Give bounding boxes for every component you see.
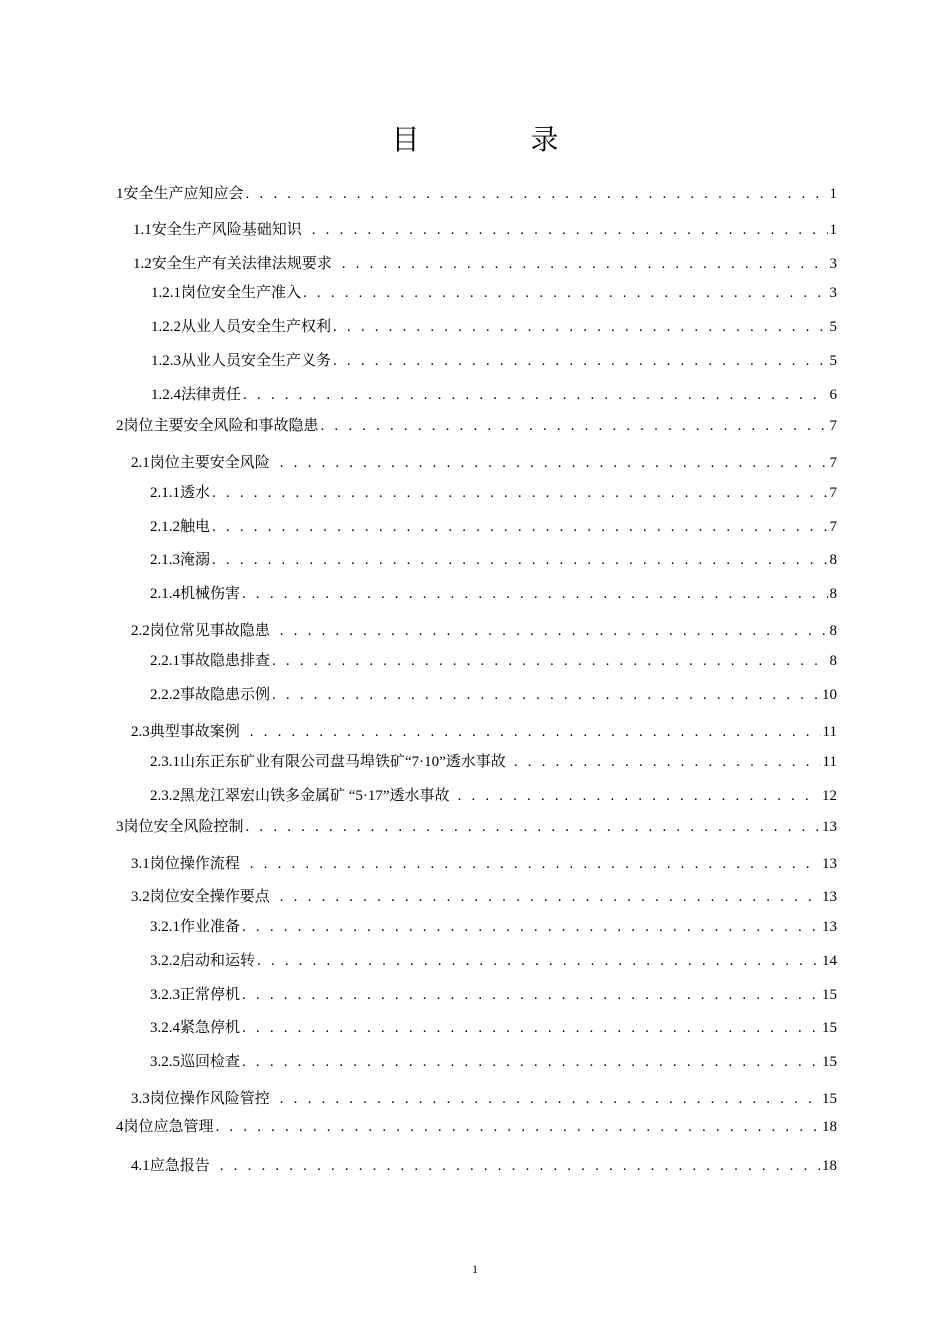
toc-entry-3-3[interactable]	[131, 1089, 837, 1109]
toc-entry-2-3[interactable]	[131, 722, 837, 742]
toc-entry-page: 3	[829, 285, 837, 301]
toc-dot-leader	[242, 985, 820, 1005]
toc-dot-leader	[272, 685, 820, 705]
toc-dot-leader	[242, 917, 820, 937]
toc-entry-page: 15	[822, 987, 837, 1003]
toc-entry-1-2-4[interactable]	[151, 385, 837, 405]
toc-entry-1-2[interactable]	[133, 254, 837, 274]
toc-entry-2-2[interactable]	[131, 621, 837, 641]
toc-entry-text: 启动和运转	[180, 953, 256, 969]
toc-entry-3[interactable]	[116, 817, 837, 837]
toc-entry-page: 8	[829, 653, 837, 669]
toc-dot-leader	[242, 1052, 820, 1072]
toc-entry-number: 1.2.2	[151, 319, 181, 335]
toc-dot-leader	[303, 283, 827, 303]
toc-entry-page: 13	[822, 856, 837, 872]
toc-entry-number: 2.1.1	[150, 485, 180, 501]
toc-entry-page: 10	[822, 687, 837, 703]
toc-entry-text: 淹溺	[180, 552, 211, 568]
toc-entry-text: 典型事故案例	[149, 724, 240, 740]
toc-entry-number: 2.1.3	[150, 552, 180, 568]
toc-dot-leader	[272, 651, 827, 671]
toc-dot-leader	[333, 317, 827, 337]
toc-entry-text: 岗位主要安全风险	[149, 455, 270, 471]
toc-entry-2-1[interactable]	[131, 453, 837, 473]
toc-entry-number: 1.2.4	[151, 387, 181, 403]
toc-entry-text: 正常停机	[180, 987, 241, 1003]
toc-entry-2-3-2[interactable]	[150, 786, 837, 806]
toc-entry-text: 山东正东矿业有限公司盘马埠铁矿“7·10”透水事故	[180, 754, 506, 770]
toc-entry-text: 事故隐患排查	[180, 653, 271, 669]
toc-entry-text: 从业人员安全生产义务	[181, 353, 332, 369]
toc-entry-text: 黑龙江翠宏山铁多金属矿 “5·17”透水事故	[180, 788, 450, 804]
toc-entry-1[interactable]	[116, 184, 837, 204]
toc-entry-number: 3.1	[131, 856, 150, 872]
toc-entry-text: 紧急停机	[180, 1020, 241, 1036]
toc-entry-page: 15	[822, 1091, 837, 1107]
toc-dot-leader	[250, 854, 820, 874]
toc-dot-leader	[242, 584, 827, 604]
toc-title: 目 录	[391, 125, 611, 156]
toc-dot-leader	[321, 416, 828, 436]
toc-entry-text: 作业准备	[180, 919, 241, 935]
toc-entry-page: 15	[822, 1020, 837, 1036]
toc-entry-text: 事故隐患示例	[180, 687, 271, 703]
toc-entry-2-1-4[interactable]	[150, 584, 837, 604]
toc-entry-page: 7	[829, 418, 837, 434]
toc-entry-3-2-5[interactable]	[150, 1052, 837, 1072]
toc-entry-page: 12	[822, 788, 837, 804]
toc-entry-number: 1	[116, 186, 124, 202]
toc-entry-text: 岗位安全生产准入	[181, 285, 302, 301]
toc-dot-leader	[333, 351, 827, 371]
toc-entry-page: 3	[829, 256, 837, 272]
toc-entry-number: 1.2.1	[151, 285, 181, 301]
toc-entry-page: 14	[822, 953, 837, 969]
toc-entry-text: 触电	[180, 519, 211, 535]
toc-dot-leader	[246, 184, 828, 204]
toc-entry-page: 8	[829, 623, 837, 639]
toc-entry-page: 5	[829, 319, 837, 335]
toc-entry-number: 2.1	[131, 455, 150, 471]
toc-entry-number: 2.3.2	[150, 788, 180, 804]
toc-entry-number: 2.1.4	[150, 586, 180, 602]
toc-dot-leader	[243, 385, 827, 405]
toc-entry-number: 1.1	[133, 222, 152, 238]
toc-entry-3-2-1[interactable]	[150, 917, 837, 937]
toc-entry-1-2-1[interactable]	[151, 283, 837, 303]
toc-entry-number: 3	[116, 819, 124, 835]
toc-entry-1-2-2[interactable]	[151, 317, 837, 337]
toc-entry-number: 2.3	[131, 724, 150, 740]
toc-entry-page: 8	[829, 552, 837, 568]
toc-dot-leader	[458, 786, 820, 806]
toc-entry-page: 8	[829, 586, 837, 602]
toc-entry-page: 1	[829, 186, 837, 202]
toc-entry-2-1-1[interactable]	[150, 483, 837, 503]
toc-entry-number: 4	[116, 1119, 124, 1135]
toc-entry-number: 1.2.3	[151, 353, 181, 369]
toc-entry-page: 11	[822, 754, 837, 770]
toc-entry-number: 3.2.1	[150, 919, 180, 935]
toc-entry-page: 7	[829, 455, 837, 471]
toc-entry-page: 1	[829, 222, 837, 238]
toc-entry-2[interactable]	[116, 416, 837, 436]
toc-entry-text: 岗位操作风险管控	[149, 1091, 270, 1107]
toc-entry-3-2-2[interactable]	[150, 951, 837, 971]
toc-entry-number: 2.2.2	[150, 687, 180, 703]
toc-entry-3-1[interactable]	[131, 854, 837, 874]
toc-entry-page: 5	[829, 353, 837, 369]
toc-entry-text: 安全生产风险基础知识	[151, 222, 302, 238]
page-number-footer: 1	[472, 1262, 478, 1276]
toc-dot-leader	[280, 1089, 820, 1109]
toc-entry-4[interactable]	[116, 1117, 837, 1137]
toc-entry-text: 岗位主要安全风险和事故隐患	[123, 418, 319, 434]
toc-dot-leader	[242, 1018, 820, 1038]
toc-dot-leader	[212, 483, 827, 503]
toc-entry-text: 岗位操作流程	[149, 856, 240, 872]
toc-entry-number: 2.1.2	[150, 519, 180, 535]
toc-entry-2-1-2[interactable]	[150, 517, 837, 537]
toc-entry-2-1-3[interactable]	[150, 550, 837, 570]
toc-entry-number: 3.2.5	[150, 1054, 180, 1070]
toc-entry-number: 3.2	[131, 889, 150, 905]
toc-entry-text: 岗位常见事故隐患	[149, 623, 270, 639]
toc-entry-page: 6	[829, 387, 837, 403]
toc-dot-leader	[280, 621, 828, 641]
toc-entry-text: 应急报告	[149, 1158, 210, 1174]
toc-entry-page: 13	[822, 889, 837, 905]
toc-dot-leader	[212, 517, 827, 537]
toc-dot-leader	[514, 752, 821, 772]
toc-entry-text: 岗位应急管理	[123, 1119, 214, 1135]
toc-dot-leader	[216, 1117, 820, 1137]
toc-entry-page: 7	[829, 519, 837, 535]
toc-entry-2-2-2[interactable]	[150, 685, 837, 705]
toc-entry-1-2-3[interactable]	[151, 351, 837, 371]
toc-entry-number: 1.2	[133, 256, 152, 272]
toc-entry-3-2[interactable]	[131, 887, 837, 907]
toc-entry-page: 13	[822, 819, 837, 835]
toc-dot-leader	[280, 453, 828, 473]
toc-entry-number: 4.1	[131, 1158, 150, 1174]
toc-entry-page: 7	[829, 485, 837, 501]
toc-entry-number: 2	[116, 418, 124, 434]
toc-entry-text: 安全生产应知应会	[123, 186, 244, 202]
toc-entry-2-2-1[interactable]	[150, 651, 837, 671]
toc-entry-3-2-3[interactable]	[150, 985, 837, 1005]
toc-dot-leader	[212, 550, 827, 570]
toc-entry-text: 巡回检查	[180, 1054, 241, 1070]
toc-dot-leader	[312, 220, 828, 240]
toc-entry-text: 透水	[180, 485, 211, 501]
toc-dot-leader	[280, 887, 820, 907]
toc-dot-leader	[250, 722, 821, 742]
toc-entry-1-1[interactable]	[133, 220, 837, 240]
toc-entry-number: 3.2.3	[150, 987, 180, 1003]
toc-entry-number: 2.3.1	[150, 754, 180, 770]
toc-dot-leader	[342, 254, 828, 274]
toc-entry-text: 法律责任	[181, 387, 242, 403]
toc-entry-number: 3.2.2	[150, 953, 180, 969]
toc-entry-page: 13	[822, 919, 837, 935]
toc-entry-number: 3.2.4	[150, 1020, 180, 1036]
toc-entry-number: 2.2	[131, 623, 150, 639]
toc-entry-2-3-1[interactable]	[150, 752, 837, 772]
toc-entry-number: 3.3	[131, 1091, 150, 1107]
toc-entry-page: 11	[822, 724, 837, 740]
toc-entry-number: 2.2.1	[150, 653, 180, 669]
toc-entry-text: 从业人员安全生产权利	[181, 319, 332, 335]
toc-entry-4-1[interactable]	[131, 1156, 837, 1176]
toc-dot-leader	[220, 1156, 820, 1176]
toc-entry-3-2-4[interactable]	[150, 1018, 837, 1038]
toc-entry-page: 18	[822, 1119, 837, 1135]
toc-entry-text: 岗位安全风险控制	[123, 819, 244, 835]
toc-dot-leader	[246, 817, 820, 837]
toc-dot-leader	[257, 951, 820, 971]
toc-entry-page: 15	[822, 1054, 837, 1070]
toc-entry-text: 安全生产有关法律法规要求	[151, 256, 332, 272]
toc-entry-page: 18	[822, 1158, 837, 1174]
toc-entry-text: 岗位安全操作要点	[149, 889, 270, 905]
toc-entry-text: 机械伤害	[180, 586, 241, 602]
